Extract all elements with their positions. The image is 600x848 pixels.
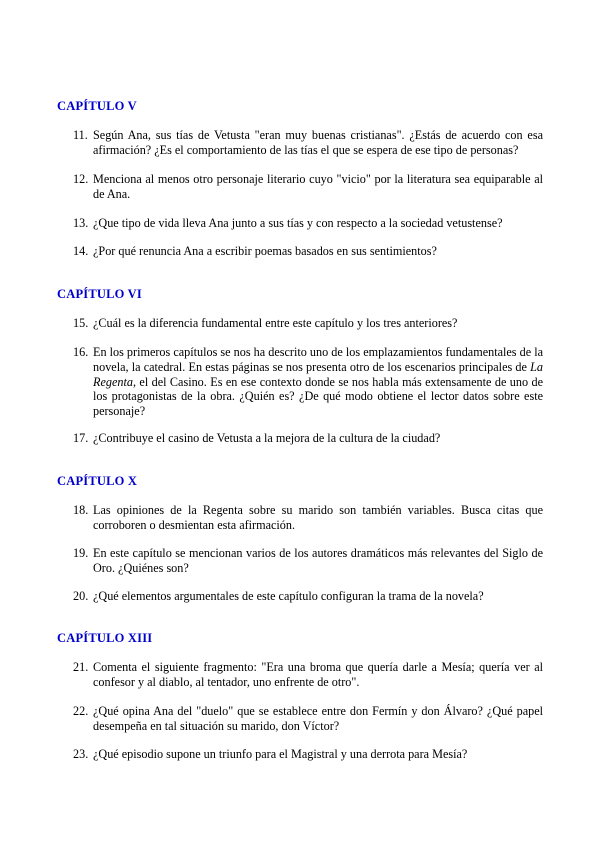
question-number: 18. <box>73 503 89 517</box>
question-22 <box>73 704 543 734</box>
question-number: 19. <box>73 546 89 560</box>
chapter-heading-x: CAPÍTULO X <box>57 474 138 488</box>
question-19 <box>73 546 543 576</box>
question-text: ¿Por qué renuncia Ana a escribir poemas basados en sus sentimientos? <box>93 244 437 258</box>
question-number: 22. <box>73 704 89 718</box>
chapter-heading-v: CAPÍTULO V <box>57 99 137 113</box>
question-number: 17. <box>73 431 89 445</box>
question-number: 16. <box>73 345 89 359</box>
question-13 <box>73 216 543 231</box>
question-number: 13. <box>73 216 89 230</box>
question-text: Menciona al menos otro personaje literario cuyo "vicio" por la literatura sea equiparable al de Ana. <box>93 172 543 201</box>
question-15 <box>73 316 543 331</box>
question-number: 11. <box>73 128 88 142</box>
question-text <box>93 345 543 419</box>
question-20 <box>73 589 543 604</box>
question-text: Comenta el siguiente fragmento: "Era una broma que quería darle a Mesía; quería ver al confesor y al diablo, al tentador, uno enfrente de otro". <box>93 660 543 689</box>
question-number: 21. <box>73 660 89 674</box>
question-11 <box>73 128 543 158</box>
question-text: ¿Cuál es la diferencia fundamental entre este capítulo y los tres anteriores? <box>93 316 458 330</box>
question-number: 14. <box>73 244 89 258</box>
book-title-italic: La Regenta <box>93 359 543 389</box>
question-number: 12. <box>73 172 89 186</box>
question-text-part: , el del Casino. Es en ese contexto donde se nos habla más extensamente de uno de los protagonistas de la obra. ¿Quién es? ¿De qué modo obtiene el lector datos sobre este personaje? <box>93 374 543 419</box>
question-number: 23. <box>73 747 89 761</box>
question-16 <box>73 345 543 419</box>
question-text: ¿Que tipo de vida lleva Ana junto a sus tías y con respecto a la sociedad vetustense? <box>93 216 503 230</box>
question-text: ¿Contribuye el casino de Vetusta a la mejora de la cultura de la ciudad? <box>93 431 441 445</box>
chapter-heading-xiii: CAPÍTULO XIII <box>57 631 153 645</box>
question-text: ¿Qué elementos argumentales de este capítulo configuran la trama de la novela? <box>93 589 484 603</box>
question-21 <box>73 660 543 690</box>
question-23 <box>73 747 543 762</box>
question-text: ¿Qué opina Ana del "duelo" que se establece entre don Fermín y don Álvaro? ¿Qué papel desempeña en tal situación su marido, don Víctor? <box>93 704 543 733</box>
question-text: En este capítulo se mencionan varios de los autores dramáticos más relevantes del Siglo de Oro. ¿Quiénes son? <box>93 546 543 575</box>
question-text-part: En los primeros capítulos se nos ha descrito uno de los emplazamientos fundamentales de la novela, la catedral. En estas páginas se nos presenta otro de los escenarios principales de <box>93 345 543 374</box>
chapter-heading-vi: CAPÍTULO VI <box>57 287 142 301</box>
question-number: 20. <box>73 589 89 603</box>
question-14 <box>73 244 543 259</box>
question-12 <box>73 172 543 202</box>
question-number: 15. <box>73 316 89 330</box>
question-18 <box>73 503 543 533</box>
question-text: ¿Qué episodio supone un triunfo para el Magistral y una derrota para Mesía? <box>93 747 468 761</box>
question-text: Las opiniones de la Regenta sobre su marido son también variables. Busca citas que corroboren o desmientan esta afirmación. <box>93 503 543 532</box>
question-17 <box>73 431 543 446</box>
question-text: Según Ana, sus tías de Vetusta "eran muy buenas cristianas". ¿Estás de acuerdo con esa afirmación? ¿Es el comportamiento de las tías el que se espera de ese tipo de personas? <box>93 128 543 157</box>
